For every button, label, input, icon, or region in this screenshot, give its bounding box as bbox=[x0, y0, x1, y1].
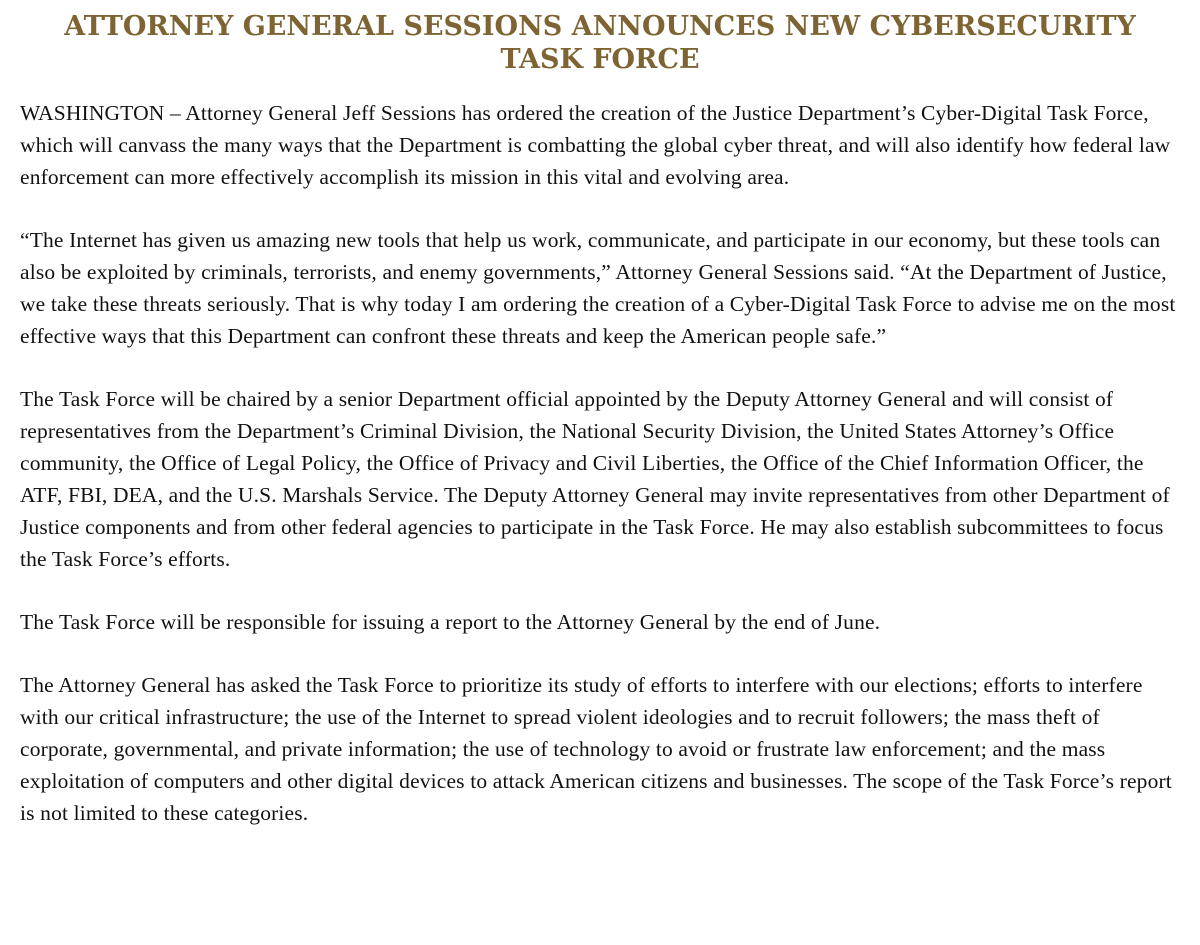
paragraph-intro: WASHINGTON – Attorney General Jeff Sessions has ordered the creation of the Justice Department’s Cyber-Digital Task Force, which will canvass the many ways that the Department is combatting the global cyber threat, and will also identify how federal law enforcement can more effectively accomplish its mission in this vital and evolving area. bbox=[20, 101, 1171, 189]
press-release-body bbox=[20, 97, 1180, 829]
paragraph-report-deadline: The Task Force will be responsible for issuing a report to the Attorney General by the end of June. bbox=[20, 610, 881, 634]
page-title: ATTORNEY GENERAL SESSIONS ANNOUNCES NEW CYBERSECURITY TASK FORCE bbox=[64, 11, 1136, 75]
paragraph-membership: The Task Force will be chaired by a senior Department official appointed by the Deputy Attorney General and will consist of representatives from the Department’s Criminal Division, the National Security Division, the United States Attorney’s Office community, the Office of Legal Policy, the Office of Privacy and Civil Liberties, the Office of the Chief Information Officer, the ATF, FBI, DEA, and the U.S. Marshals Service. The Deputy Attorney General may invite representatives from other Department of Justice components and from other federal agencies to participate in the Task Force. He may also establish subcommittees to focus the Task Force’s efforts. bbox=[20, 387, 1170, 571]
paragraph-priorities: The Attorney General has asked the Task Force to prioritize its study of efforts to interfere with our elections; efforts to interfere with our critical infrastructure; the use of the Internet to spread violent ideologies and to recruit followers; the mass theft of corporate, governmental, and private information; the use of technology to avoid or frustrate law enforcement; and the mass exploitation of computers and other digital devices to attack American citizens and businesses. The scope of the Task Force’s report is not limited to these categories. bbox=[20, 673, 1172, 825]
paragraph-quote: “The Internet has given us amazing new tools that help us work, communicate, and participate in our economy, but these tools can also be exploited by criminals, terrorists, and enemy governments,” Attorney General Sessions said. “At the Department of Justice, we take these threats seriously. That is why today I am ordering the creation of a Cyber-Digital Task Force to advise me on the most effective ways that this Department can confront these threats and keep the American people safe.” bbox=[20, 228, 1176, 348]
